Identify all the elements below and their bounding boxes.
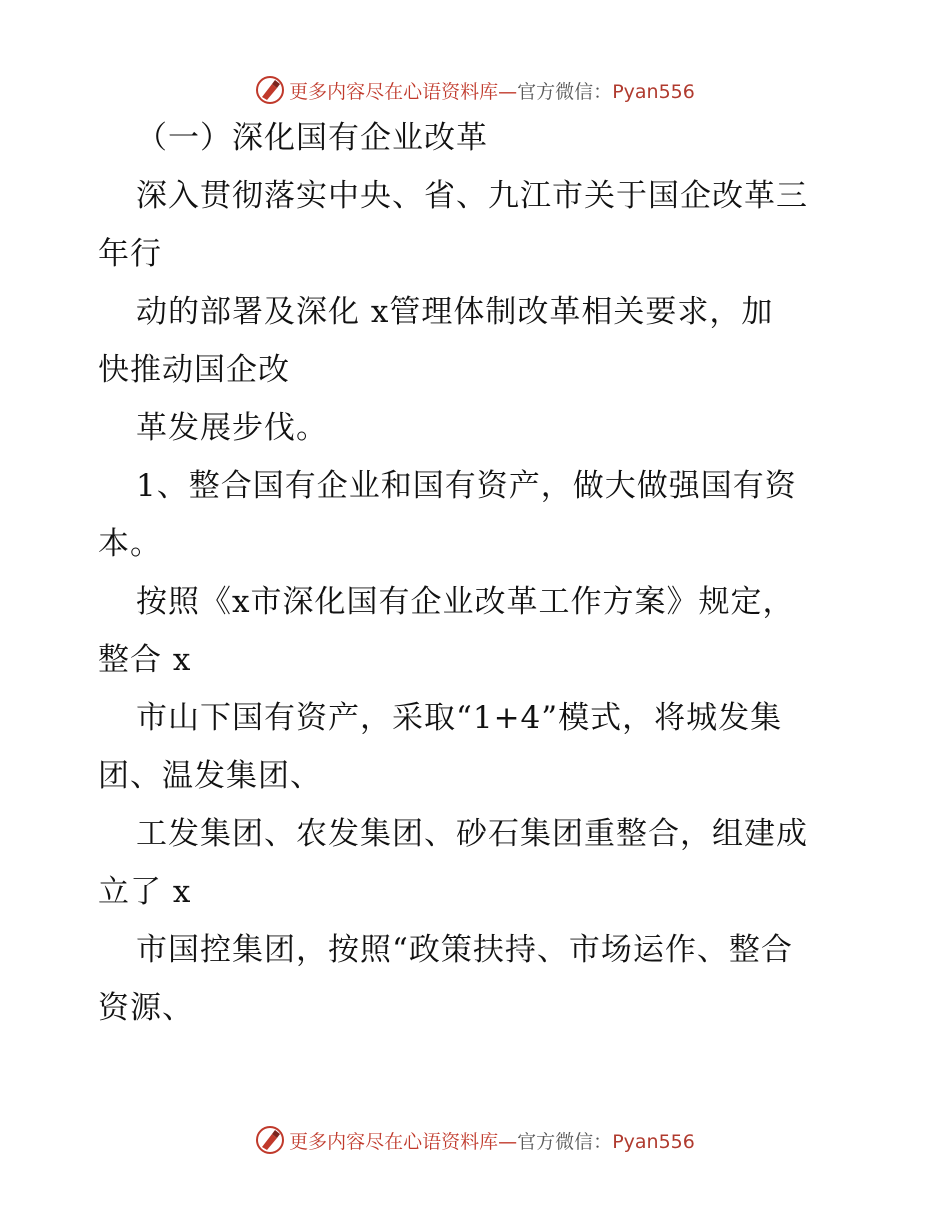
footer-banner <box>0 1122 950 1158</box>
paragraph-line: 市国控集团，按照“政策扶持、市场运作、整合 <box>136 932 793 968</box>
pen-logo-icon <box>255 1125 285 1155</box>
paragraph-line: 整合 x <box>98 642 192 678</box>
footer-banner-text <box>289 1127 695 1154</box>
paragraph-line: 资源、 <box>98 990 194 1026</box>
banner-dash: — <box>498 1130 518 1153</box>
paragraph-line: 按照《x市深化国有企业改革工作方案》规定， <box>136 584 795 620</box>
wechat-label: 官方微信： <box>517 80 613 103</box>
section-heading: （一）深化国有企业改革 <box>136 120 488 156</box>
subheading-line: 1、整合国有企业和国有资产，做大做强国有资 <box>136 468 797 504</box>
paragraph-line: 立了 x <box>98 874 192 910</box>
paragraph-line: 本。 <box>98 526 162 562</box>
paragraph-line: 快推动国企改 <box>98 352 290 388</box>
pen-logo-icon <box>255 75 285 105</box>
paragraph-line: 市山下国有资产，采取“1+4”模式，将城发集 <box>136 700 783 736</box>
wechat-label: 官方微信： <box>517 1130 613 1153</box>
paragraph-line: 团、温发集团、 <box>98 758 322 794</box>
site-name: 更多内容尽在心语资料库 <box>289 80 499 103</box>
wechat-id: Pyan556 <box>612 80 695 103</box>
header-banner <box>0 72 950 108</box>
site-name: 更多内容尽在心语资料库 <box>289 1130 499 1153</box>
paragraph-line: 动的部署及深化 x管理体制改革相关要求，加 <box>136 294 774 330</box>
paragraph-line: 革发展步伐。 <box>136 410 328 446</box>
wechat-id: Pyan556 <box>612 1130 695 1153</box>
banner-dash: — <box>498 80 518 103</box>
paragraph-line: 深入贯彻落实中央、省、九江市关于国企改革三 <box>136 178 808 214</box>
paragraph-line: 年行 <box>98 236 162 272</box>
header-banner-text <box>289 77 695 104</box>
paragraph-line: 工发集团、农发集团、砂石集团重整合，组建成 <box>136 816 808 852</box>
